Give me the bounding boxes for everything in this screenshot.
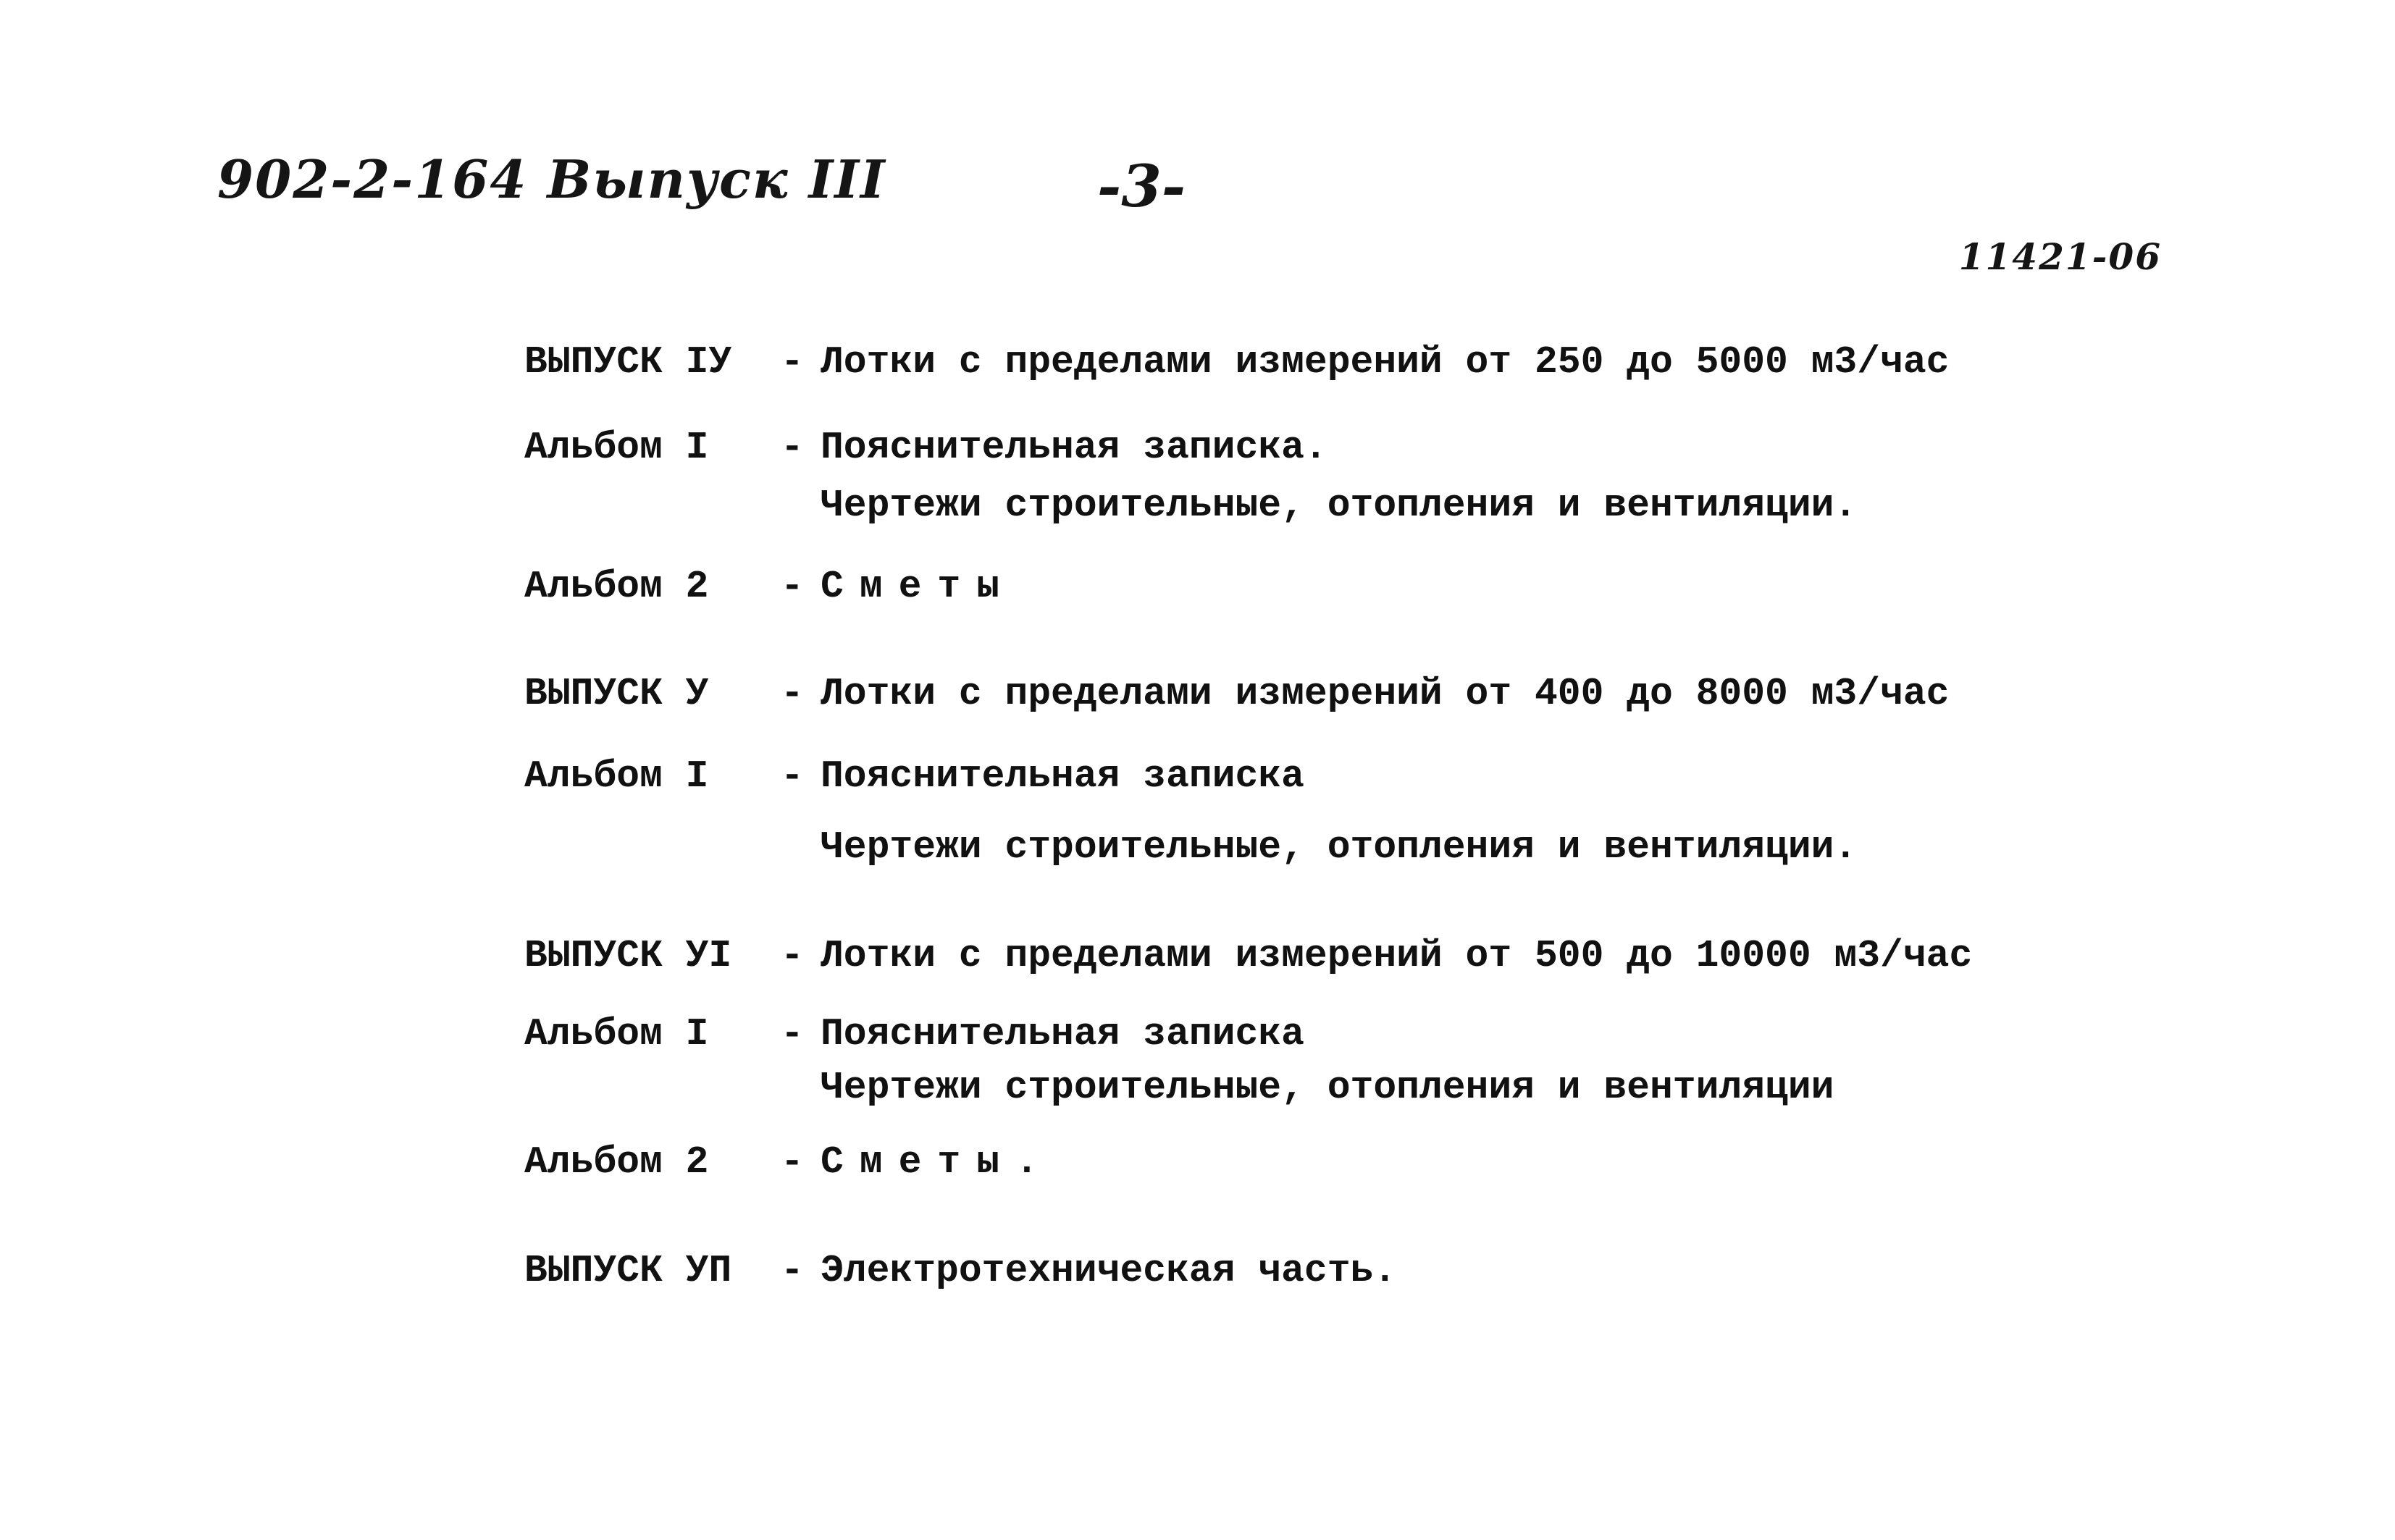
entry-continuation	[0, 484, 2395, 542]
entry-label: Альбом 2	[524, 565, 709, 608]
entry-text: Лотки с пределами измерений от 500 до 10000 м3/час	[821, 934, 1973, 977]
page-number: -3-	[1097, 152, 1186, 220]
entry-vypusk-5	[0, 672, 2395, 730]
entry-album-1	[0, 1012, 2395, 1070]
entry-text: Сметы.	[821, 1140, 1054, 1184]
entry-label: Альбом I	[524, 426, 709, 469]
sheet-code: 11421-06	[1958, 235, 2162, 278]
entry-continuation	[0, 1066, 2395, 1124]
entry-dash: -	[781, 754, 804, 798]
entry-dash: -	[781, 426, 804, 469]
entry-text: Чертежи строительные, отопления и вентиляции.	[821, 825, 1858, 869]
entry-dash: -	[781, 340, 804, 384]
entry-text: Пояснительная записка	[821, 1012, 1304, 1056]
entry-label: ВЫПУСК IУ	[524, 340, 732, 384]
entry-text: Чертежи строительные, отопления и вентиляции.	[821, 484, 1858, 527]
entry-album-1	[0, 754, 2395, 812]
entry-label: ВЫПУСК У	[524, 672, 709, 715]
entry-dash: -	[781, 672, 804, 715]
entry-label: ВЫПУСК УП	[524, 1249, 732, 1292]
entry-dash: -	[781, 1012, 804, 1056]
entry-album-2	[0, 565, 2395, 623]
entry-dash: -	[781, 934, 804, 977]
entry-label: ВЫПУСК УI	[524, 934, 732, 977]
entry-vypusk-7	[0, 1249, 2395, 1307]
entry-album-2	[0, 1140, 2395, 1198]
entry-vypusk-6	[0, 934, 2395, 992]
entry-label: Альбом I	[524, 754, 709, 798]
entry-text: Лотки с пределами измерений от 250 до 5000 м3/час	[821, 340, 1950, 384]
entry-text: Пояснительная записка	[821, 754, 1304, 798]
document-code: 902-2-164 Выпуск III	[217, 148, 886, 210]
entry-album-1	[0, 426, 2395, 484]
entry-vypusk-4	[0, 340, 2395, 398]
entry-dash: -	[781, 1249, 804, 1292]
entry-text: Электротехническая часть.	[821, 1249, 1397, 1292]
entry-dash: -	[781, 565, 804, 608]
entry-continuation	[0, 825, 2395, 883]
entry-dash: -	[781, 1140, 804, 1184]
entry-text: Сметы	[821, 565, 1016, 608]
entry-text: Чертежи строительные, отопления и вентиляции	[821, 1066, 1834, 1109]
entry-label: Альбом 2	[524, 1140, 709, 1184]
entry-text: Лотки с пределами измерений от 400 до 8000 м3/час	[821, 672, 1950, 715]
entry-label: Альбом I	[524, 1012, 709, 1056]
entry-text: Пояснительная записка.	[821, 426, 1327, 469]
